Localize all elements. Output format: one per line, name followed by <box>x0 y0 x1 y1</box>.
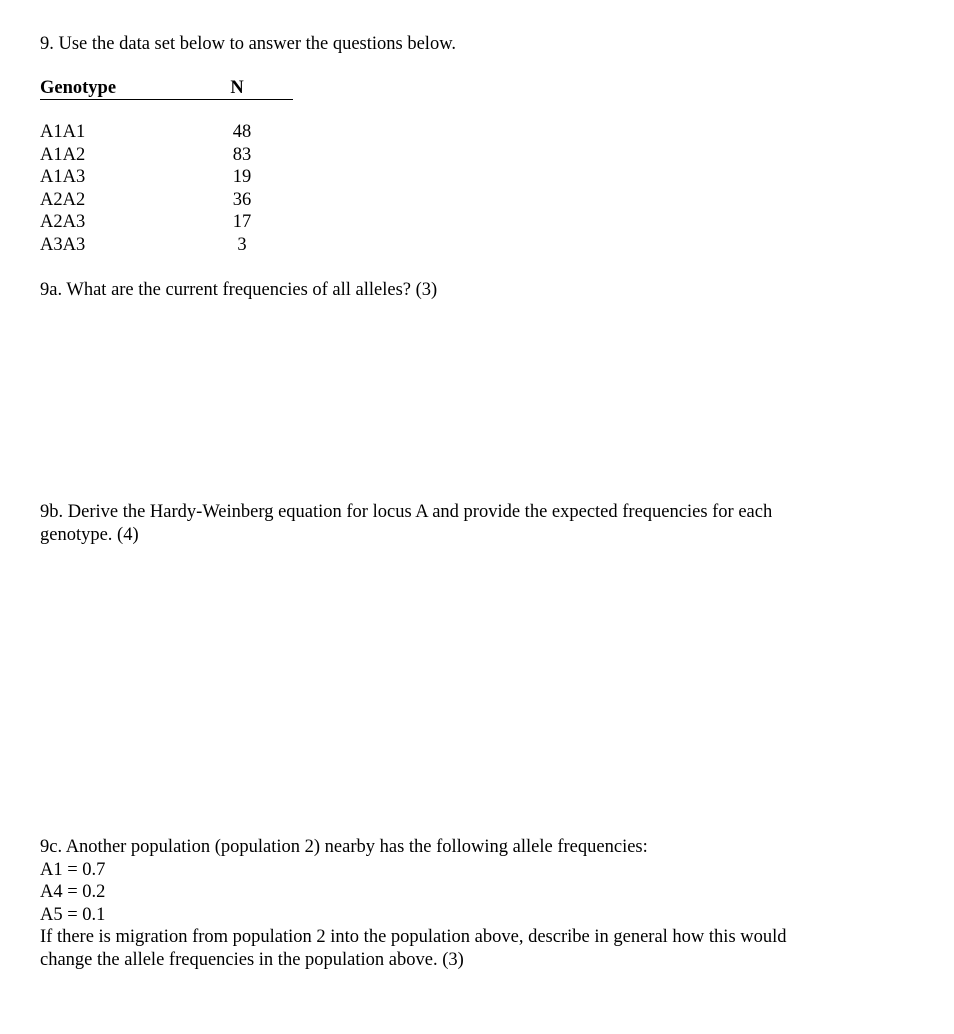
table-row <box>40 211 300 234</box>
question-9c-line-1: 9c. Another population (population 2) nearby has the following allele frequencies: <box>40 837 648 857</box>
header-n-label: N <box>230 78 244 98</box>
genotype-cell: A2A2 <box>40 189 86 210</box>
count-cell: 83 <box>232 144 252 165</box>
table-header-genotype <box>40 77 207 100</box>
question-9c-line-2: If there is migration from population 2 into the population above, describe in general how this would <box>40 927 787 947</box>
table-row <box>40 121 300 144</box>
genotype-cell: A1A1 <box>40 122 86 142</box>
question-9c-line-3: change the allele frequencies in the population above. (3) <box>40 949 464 970</box>
count-cell: 48 <box>232 122 252 142</box>
genotype-cell: A3A3 <box>40 234 86 255</box>
allele-frequency-a1: A1 = 0.7 <box>40 859 106 880</box>
question-9-intro: 9. Use the data set below to answer the questions below. <box>40 34 456 54</box>
count-cell: 36 <box>232 189 252 210</box>
question-9b-line-1: 9b. Derive the Hardy-Weinberg equation for locus A and provide the expected frequencies for each <box>40 502 773 522</box>
genotype-cell: A1A3 <box>40 167 86 187</box>
table-row <box>40 166 300 189</box>
table-row <box>40 144 300 167</box>
genotype-cell: A2A3 <box>40 212 86 232</box>
genotype-cell: A1A2 <box>40 144 86 165</box>
table-row <box>40 234 300 257</box>
question-9a: 9a. What are the current frequencies of all alleles? (3) <box>40 280 438 300</box>
question-9b-line-2: genotype. (4) <box>40 525 139 545</box>
allele-frequency-a5: A5 = 0.1 <box>40 904 106 925</box>
header-genotype-label: Genotype <box>40 78 117 98</box>
table-header-n <box>207 77 293 100</box>
allele-frequency-a4: A4 = 0.2 <box>40 882 106 902</box>
count-cell: 3 <box>237 234 247 255</box>
count-cell: 19 <box>232 167 252 187</box>
count-cell: 17 <box>232 212 252 232</box>
table-row <box>40 189 300 212</box>
